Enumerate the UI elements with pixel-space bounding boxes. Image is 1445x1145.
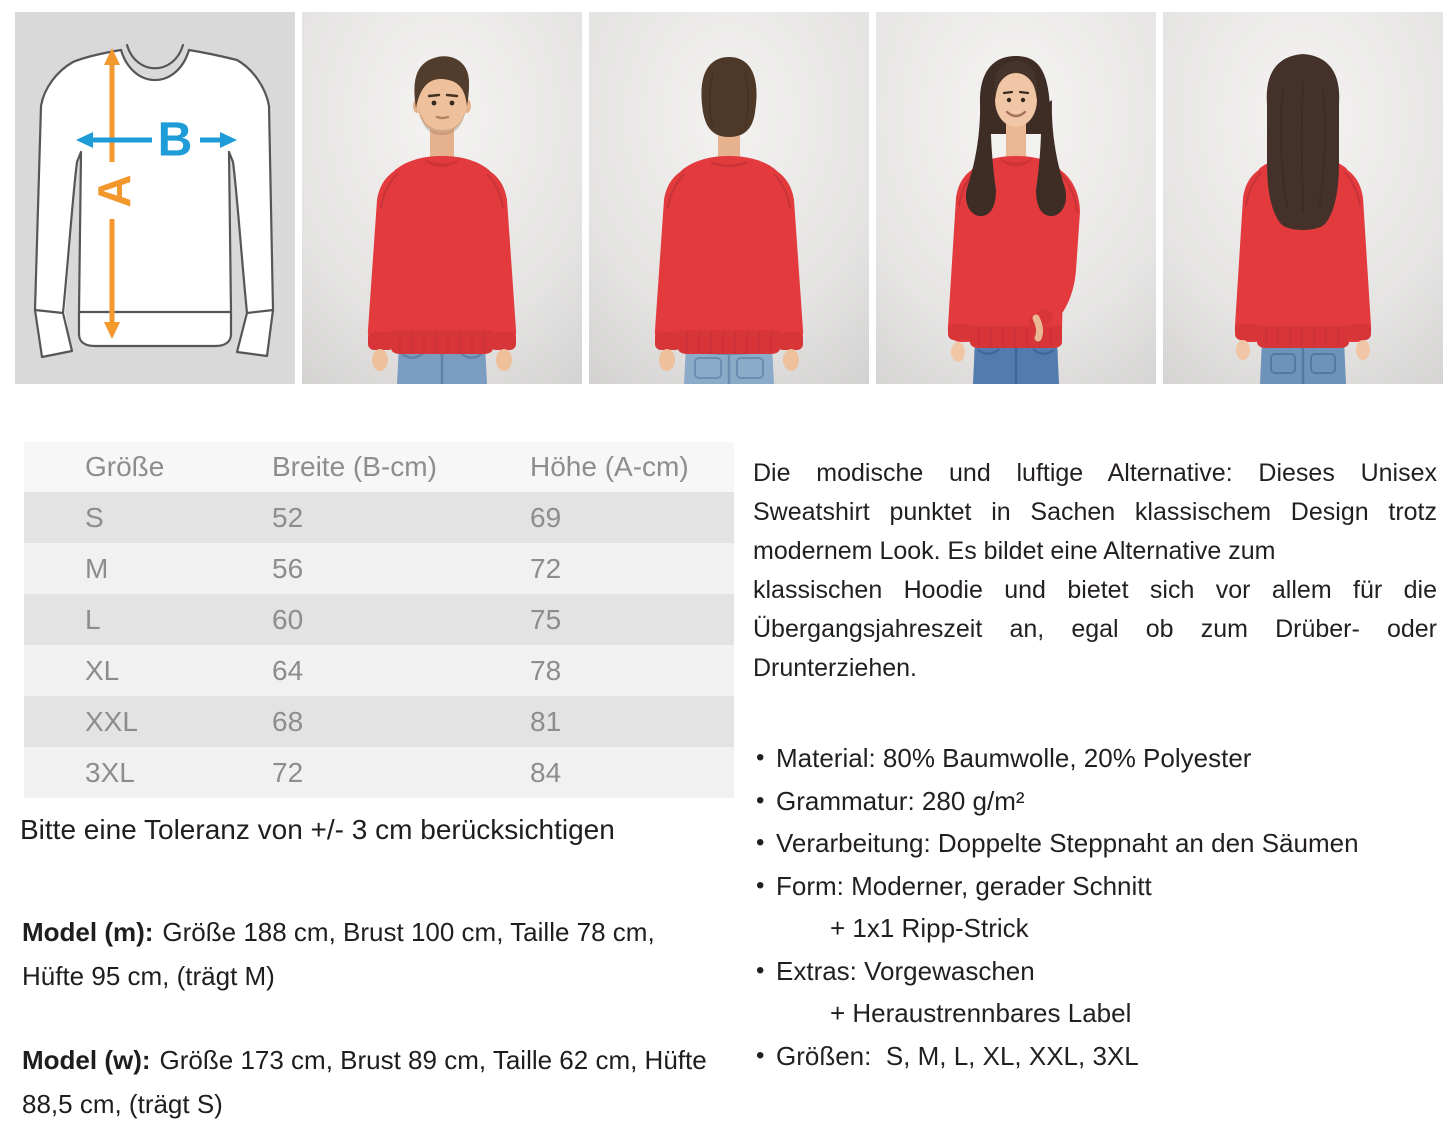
description-line: Übergangsjahreszeit an, egal ob zum Drüber- oder [753,615,1437,643]
table-row [24,747,734,798]
description-line: modernem Look. Es bildet eine Alternative zum [753,537,1276,565]
width-cell: 68 [272,705,304,737]
feature-groessen: • Größen: S, M, L, XL, XXL, 3XL [755,1035,1445,1078]
height-cell: 81 [530,705,562,737]
size-diagram-panel [15,12,295,384]
column-header-hoehe: Höhe (A-cm) [530,451,689,482]
label-B: B [157,113,193,167]
height-cell: 75 [530,603,562,635]
model-male-details: Größe 188 cm, Brust 100 cm, Taille 78 cm, Hüfte 95 cm, (trägt M) [22,917,655,991]
height-cell: 84 [530,756,562,788]
width-cell: 72 [272,756,304,788]
model-female-details: Größe 173 cm, Brust 89 cm, Taille 62 cm, Hüfte 88,5 cm, (trägt S) [22,1045,707,1119]
width-cell: 56 [272,552,304,584]
tolerance-note: Bitte eine Toleranz von +/- 3 cm berücksichtigen [20,814,615,845]
description-line: Drunterziehen. [753,654,917,682]
female-back-illustration [1163,12,1443,384]
size-cell: L [85,603,101,635]
label-A: A [88,174,140,208]
male-back-illustration [589,12,869,384]
table-row [24,696,734,747]
photo-female-back [1163,12,1443,384]
feature-label: + Heraustrennbares Label [830,998,1132,1028]
size-cell: M [85,552,109,584]
photo-male-back [589,12,869,384]
feature-verarbeitung: • Verarbeitung: Doppelte Steppnaht an den Säumen [755,822,1445,865]
feature-extras: • Extras: Vorgewaschen [755,950,1445,993]
description-line: Die modische und luftige Alternative: Dieses Unisex [753,459,1437,487]
size-table [24,442,734,798]
table-row [24,543,734,594]
model-male-label: Model (m): [22,917,154,947]
feature-form: • Form: Moderner, gerader Schnitt [755,865,1445,908]
size-cell: XL [85,654,120,686]
size-diagram-image [15,12,295,384]
column-header-groesse: Größe [85,451,165,482]
description-line: klassischen Hoodie und bietet sich vor allem für die [753,576,1437,604]
feature-ripp-strick: + 1x1 Ripp-Strick [830,913,1029,943]
photo-male-front [302,12,582,384]
product-description [753,454,1437,688]
feature-list [755,737,1445,1077]
size-cell: 3XL [85,756,135,788]
feature-grammatur: • Grammatur: 280 g/m² [755,780,1445,823]
photo-female-front [876,12,1156,384]
column-header-breite: Breite (B-cm) [272,451,437,482]
height-cell: 78 [530,654,562,686]
model-female-label: Model (w): [22,1045,151,1075]
female-front-illustration [876,12,1156,384]
width-cell: 52 [272,501,304,533]
description-line: Sweatshirt punktet in Sachen klassischem Design trotz [753,498,1437,526]
width-cell: 60 [272,603,304,635]
height-cell: 72 [530,552,562,584]
table-row [24,492,734,543]
model-info-female [22,1038,722,1126]
male-front-illustration [302,12,582,384]
product-gallery [15,12,1443,384]
table-row [24,594,734,645]
size-cell: S [85,501,104,533]
model-info-male [22,910,722,998]
feature-material: • Material: 80% Baumwolle, 20% Polyester [755,737,1445,780]
width-cell: 64 [272,654,304,686]
height-cell: 69 [530,501,562,533]
size-table-header [24,442,734,492]
table-row [24,645,734,696]
size-cell: XXL [85,705,138,737]
